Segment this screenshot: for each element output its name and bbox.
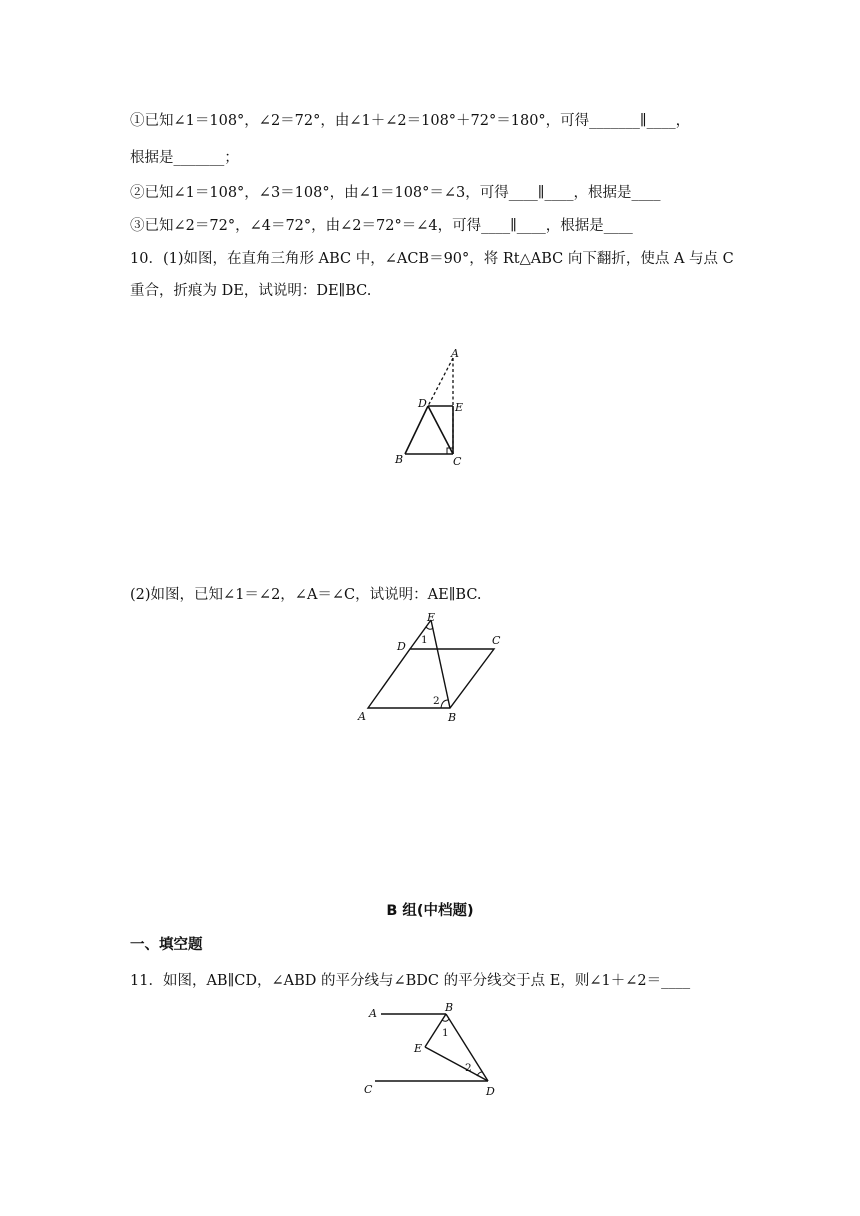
line-q10-3: (2)如图，已知∠1＝∠2，∠A＝∠C，试说明：AE∥BC. [130,587,482,603]
label-a: A [369,1007,377,1020]
line-q10-1: 10．(1)如图，在直角三角形 ABC 中，∠ACB＝90°，将 Rt△ABC 向下翻折，使点 A 与点 C [130,251,734,267]
subsection-title: 一、填空题 [130,937,203,953]
label-c: C [364,1083,373,1096]
label-d: D [418,397,427,410]
label-angle-2: 2 [433,695,440,707]
line-q9-1: ①已知∠1＝108°，∠2＝72°，由∠1＋∠2＝108°＋72°＝180°，可得_______∥____， [130,113,691,129]
label-b: B [395,453,404,466]
label-e: E [427,611,436,624]
section-title: B 组(中档题) [386,903,474,919]
label-angle-2: 2 [465,1062,472,1074]
label-d: D [397,640,406,653]
label-d: D [486,1085,495,1098]
label-angle-1: 1 [442,1027,449,1039]
label-c: C [453,455,462,468]
label-e: E [414,1042,423,1055]
label-b: B [448,711,457,724]
label-c: C [492,634,501,647]
line-q9-3: ②已知∠1＝108°，∠3＝108°，由∠1＝108°＝∠3，可得____∥____，根据是____ [130,185,661,201]
segment-ed [425,1047,488,1081]
line-q9-4: ③已知∠2＝72°，∠4＝72°，由∠2＝72°＝∠4，可得____∥____，根据是____ [130,218,633,234]
label-e: E [455,401,464,414]
label-b: B [445,1001,454,1014]
line-q9-2: 根据是_______； [130,150,239,166]
label-a: A [358,710,366,723]
line-q10-2: 重合，折痕为 DE，试说明：DE∥BC. [130,283,372,299]
label-angle-1: 1 [421,634,428,646]
label-a: A [451,347,459,360]
angle-mark-2 [477,1072,482,1076]
line-q11: 11．如图，AB∥CD，∠ABD 的平分线与∠BDC 的平分线交于点 E，则∠1＋∠2＝____ [130,973,691,989]
